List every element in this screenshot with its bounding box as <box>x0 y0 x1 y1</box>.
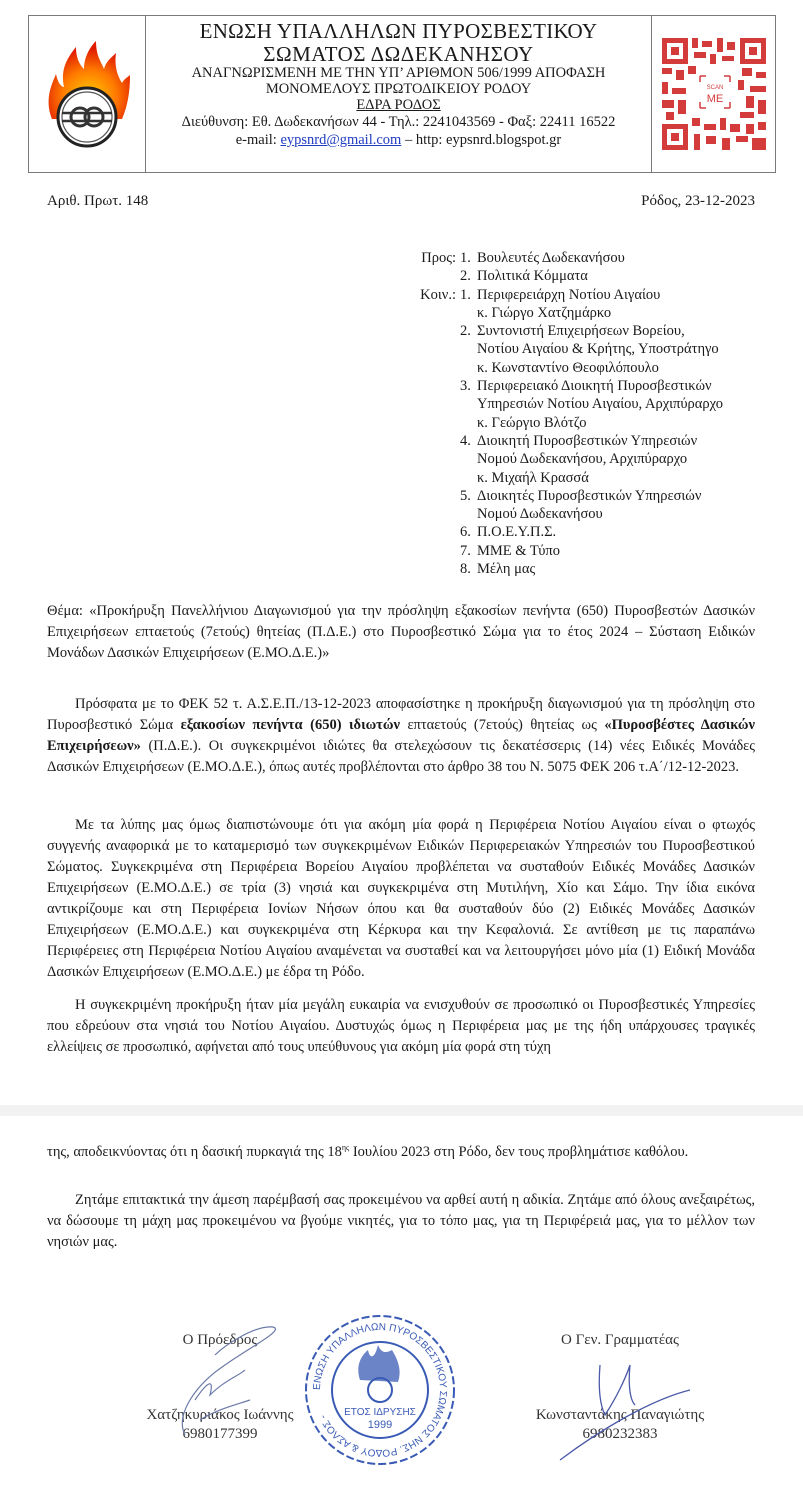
body-paragraph-3-continued: της, αποδεικνύοντας ότι η δασική πυρκαγιά της $18^{\eta\varsigma}$ Ιουλίου 2023 στη Ρόδο, δεν τους προβλημάτισε καθόλου. <box>47 1143 689 1160</box>
email-label: e-mail: <box>235 131 281 148</box>
body-paragraph-2: Με τα λύπης μας όμως διαπιστώνουμε ότι για ακόμη μία φορά η Περιφέρεια Νοτίου Αιγαίου είναι ο φτωχός συγγενής αναφορικά με το καταμερισμό των συγκεκριμένων Ειδικών Περιφερειακών Υπηρεσιών του Πυροσβεστικού Σώματος. Συγκεκριμένα στη Περιφέρεια Βορείου Αιγαίου προβλέπεται να συσταθούν Ειδικές Μονάδες Δασικών Επιχειρήσεων (Ε.ΜΟ.Δ.Ε.) σε τρία (3) νησιά και συγκεκριμένα στη Μυτιλήνη, Χίο και Σάμο. Την ίδια εικόνα αντικρίζουμε και στη Περιφέρεια Ιονίων Νήσων όπου και θα συσταθούν δύο (2) Ειδικές Μονάδες Δασικών Επιχειρήσεων (Ε.ΜΟ.Δ.Ε.) και συγκεκριμένα στη Κέρκυρα και την Κεφαλονιά. Σε αντίθεση με τις παραπάνω Περιφέρειες στη Περιφέρεια Νοτίου Αιγαίου αναμένεται να συσταθεί και να λειτουργήσει μόνο μία (1) Ειδική Μονάδα Δασικών Επιχειρήσεων (Ε.ΜΟ.Δ.Ε.) με έδρα τη Ρόδο. <box>47 817 755 980</box>
union-seal-icon <box>300 1310 460 1470</box>
cc-item: Π.Ο.Ε.Υ.Π.Σ. <box>477 524 557 541</box>
seat-label: ΕΔΡΑ ΡΟΔΟΣ <box>356 96 441 113</box>
cc-item: Διοικητή Πυροσβεστικών Υπηρεσιών <box>477 432 698 449</box>
cc-item: Διοικητές Πυροσβεστικών Υπηρεσιών <box>477 487 702 504</box>
logo-cell <box>29 16 146 172</box>
protocol-number: Αριθ. Πρωτ. 148 <box>47 193 149 209</box>
web-address: – http: eypsnrd.blogspot.gr <box>401 131 562 148</box>
cc-item: ΜΜΕ & Τύπο <box>477 542 560 559</box>
page-break-divider <box>0 1105 803 1116</box>
body-paragraph-4: Ζητάμε επιτακτικά την άμεση παρέμβασή σας προκειμένου να αρθεί αυτή η αδικία. Ζητάμε από όλους ανεξαιρέτως, να δώσουμε τη μάχη μας προκειμένου να βγούμε νικητές, για το τόπο μας, για τη Περιφέρειά μας, για το μέλλον των νησιών μας. <box>47 1192 755 1250</box>
cc-item: Περιφερειακό Διοικητή Πυροσβεστικών <box>477 378 712 395</box>
svg-text:1999: 1999 <box>367 1419 393 1431</box>
svg-text:ΕΤΟΣ ΙΔΡΥΣΗΣ: ΕΤΟΣ ΙΔΡΥΣΗΣ <box>344 1407 416 1418</box>
recognition-line2: ΜΟΝΟΜΕΛΟΥΣ ΠΡΩΤΟΔΙΚΕΙΟΥ ΡΟΔΟΥ <box>265 81 532 97</box>
cc-label: Κοιν.: <box>420 286 456 303</box>
cc-item: Περιφερειάρχη Νοτίου Αιγαίου <box>477 286 661 303</box>
president-name: Χατζηκυριάκος Ιωάννης <box>146 1407 294 1423</box>
recipient-item: Βουλευτές Δωδεκανήσου <box>477 250 625 266</box>
letterhead-text <box>146 16 651 172</box>
org-title-line1: ΕΝΩΣΗ ΥΠΑΛΛΗΛΩΝ ΠΥΡΟΣΒΕΣΤΙΚΟΥ <box>199 19 598 43</box>
qr-cell <box>651 16 775 172</box>
official-stamp <box>300 1310 460 1470</box>
letterhead <box>28 15 776 173</box>
qr-scan-label: SCAN <box>706 85 723 91</box>
recipients-block: Προς: 1. Βουλευτές Δωδεκανήσου 2. Πολιτικά Κόμματα Κοιν.: 1. Περιφερειάρχη Νοτίου Αιγαίου κ. Γιώργο Χατζημάρκο 2. Συντονιστή Επιχειρήσεων Βορείου, Νοτίου Αιγαίου & Κρήτης, Υποστράτηγο κ. Κωνσταντίνο Θεοφιλόπουλο 3. Περιφερειακό Διοικητή Πυροσβεστικών Υπηρεσιών Νοτίου Αιγαίου, Αρχιπύραρχο κ. Γεώργιο Βλότζο 4. Διοικητή Πυροσβεστικών Υπηρεσιών Νομού Δωδεκανήσου, Αρχιπύραρχο κ. Μιχαήλ Κρασσά 5. Διοικητές Πυροσβεστικών Υπηρεσιών Νομού Δωδεκανήσου 6. Π.Ο.Ε.Υ.Π.Σ. 7. ΜΜΕ & Τύπο 8. Μέλη μας <box>413 249 723 578</box>
recognition-line1: ΑΝΑΓΝΩΡΙΣΜΕΝΗ ΜΕ ΤΗΝ ΥΠ’ ΑΡΙΘΜΟΝ 506/1999 ΑΠΟΦΑΣΗ <box>191 65 606 82</box>
secretary-signature-block <box>520 1332 720 1444</box>
address-line: Διεύθυνση: Εθ. Δωδεκανήσων 44 - Τηλ.: 2241043569 - Φαξ: 22411 16522 <box>181 114 616 131</box>
flame-emblem-icon <box>42 39 132 149</box>
president-role: Ο Πρόεδρος <box>182 1332 258 1348</box>
body-paragraph-3: Η συγκεκριμένη προκήρυξη ήταν μία μεγάλη ευκαιρία να ενισχυθούν σε προσωπικό οι Πυροσβεστικές Υπηρεσίες που εδρεύουν στα νησιά του Νοτίου Αιγαίου. Δυστυχώς όμως η Περιφέρεια μας με της ήδη υπάρχουσες τραγικές ελλείψεις σε προσωπικό, αφήνεται από τους υπεύθυνους για ακόμη μία φορά στη τύχη <box>47 997 755 1055</box>
secretary-role: Ο Γεν. Γραμματέας <box>561 1332 679 1348</box>
secretary-name: Κωνσταντάκης Παναγιώτης <box>535 1407 705 1423</box>
president-phone: 6980177399 <box>182 1426 258 1442</box>
recipient-item: Πολιτικά Κόμματα <box>477 268 588 285</box>
president-signature-block <box>120 1332 320 1444</box>
email-link[interactable]: eypsnrd@gmail.com <box>280 131 402 148</box>
qr-code-icon[interactable] <box>662 38 766 150</box>
org-title-line2: ΣΩΜΑΤΟΣ ΔΩΔΕΚΑΝΗΣΟΥ <box>263 41 534 66</box>
qr-me-label: ME <box>706 93 723 105</box>
to-label: Προς: <box>421 250 456 266</box>
cc-item: Συντονιστή Επιχειρήσεων Βορείου, <box>477 323 685 340</box>
body-paragraph-1: Πρόσφατα με το ΦΕΚ 52 τ. Α.Σ.Ε.Π./13-12-2023 αποφασίστηκε η προκήρυξη διαγωνισμού για τη πρόσληψη στο Πυροσβεστικό Σώμα εξακοσίων πενήντα (650) ιδιωτών επταετούς (7ετούς) θητείας ως «Πυροσβέστες Δασικών Επιχειρήσεων» (Π.Δ.Ε.). Οι συγκεκριμένοι ιδιώτες θα στελεχώσουν τις δεκατέσσερις (14) νέες Ειδικές Μονάδες Δασικών Επιχειρήσεων (Ε.ΜΟ.Δ.Ε.), όπως αυτές προβλέπονται στο άρθρο 38 του Ν. 5075 ΦΕΚ 206 τ.Α΄/12-12-2023. <box>47 696 755 775</box>
secretary-phone: 6980232383 <box>582 1426 658 1442</box>
place-date: Ρόδος, 23-12-2023 <box>641 193 755 209</box>
svg-text:ΕΝΩΣΗ ΥΠΑΛΛΗΛΩΝ ΠΥΡΟΣΒΕΣΤΙΚΟΥ: ΕΝΩΣΗ ΥΠΑΛΛΗΛΩΝ ΠΥΡΟΣΒΕΣΤΙΚΟΥ ΣΩΜΑΤΟΣ ΝΗΣ. ΡΟΔΟΥ & ΑΣΛΟΣ - <box>311 1321 449 1459</box>
subject-line: Θέμα: «Προκήρυξη Πανελλήνιου Διαγωνισμού για την πρόσληψη εξακοσίων πενήντα (650) Πυροσβεστών Δασικών Επιχειρήσεων επταετούς (7ετούς) θητείας (Π.Δ.Ε.) στο Πυροσβεστικό Σώμα για το έτος 2024 – Σύσταση Ειδικών Μονάδων Δασικών Επιχειρήσεων (Ε.ΜΟ.Δ.Ε.)» <box>47 603 755 661</box>
contact-line <box>146 133 651 149</box>
cc-item: Μέλη μας <box>477 561 536 578</box>
